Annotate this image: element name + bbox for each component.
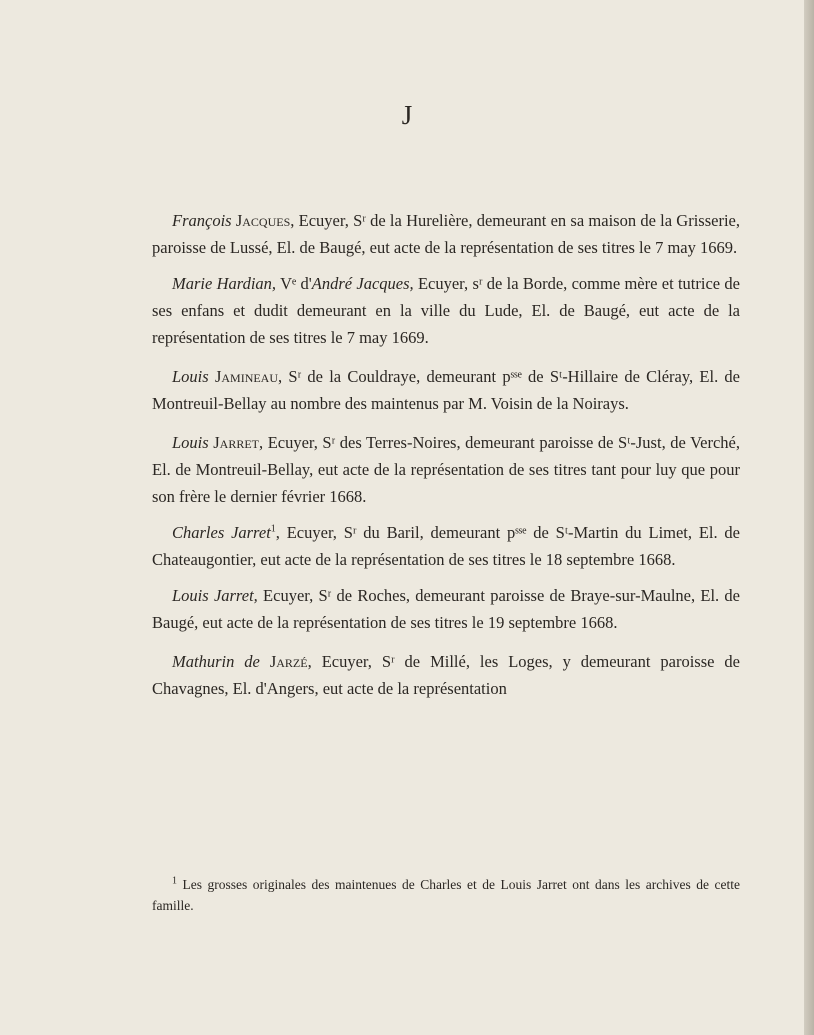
entry-jamineau-louis [152, 363, 740, 417]
entry-surname: Jarzé, [269, 652, 312, 671]
footnote [152, 874, 740, 916]
entry-name: Louis [172, 433, 209, 452]
entry-name: Marie Hardian, [172, 274, 277, 293]
entry-text: Sʳ de la Couldraye, demeurant pˢˢᵉ de Sᵗ-Hillaire de Cléray, El. de Montreuil-Bellay au nombre des maintenus par M. Voisin de la Noirays. [152, 367, 741, 413]
entry-surname: Jarret, [213, 433, 264, 452]
section-letter: J [401, 100, 413, 130]
entry-jacques-francois [152, 207, 740, 261]
entry-mid: Vᵉ d' [276, 274, 312, 293]
entry-name: Louis Jarret, [172, 586, 258, 605]
footnote-text: Les grosses originales des maintenues de Charles et de Louis Jarret ont dans les archives de cette famille. [152, 877, 740, 913]
entry-text: Ecuyer, Sʳ de Roches, demeurant paroisse de Braye-sur-Maulne, El. de Baugé, eut acte de la représentation de ses titres le 19 septembre 1668. [152, 586, 740, 632]
entry-text: Ecuyer, Sʳ de la Hurelière, demeurant en sa maison de la Grisserie, paroisse de Lussé, El. de Baugé, eut acte de la représentation de ses titres le 7 may 1669. [152, 211, 740, 257]
entry-name-2: André Jacques, [311, 274, 414, 293]
footnote-ref: 1 [270, 523, 276, 535]
entry-jarze-mathurin [152, 648, 740, 702]
entry-text: Ecuyer, Sʳ des Terres-Noires, demeurant paroisse de Sᵗ-Just, de Verché, El. de Montreuil-Bellay, eut acte de la représentation de ses titres tant pour luy que pour son frère le dernier février 1668. [152, 433, 740, 506]
entry-name: Louis [172, 367, 209, 386]
entry-jarret-louis-roches [152, 582, 740, 636]
entry-name: Mathurin de [172, 652, 260, 671]
entry-jarret-louis [152, 429, 740, 510]
entry-name: Charles Jarret [172, 523, 271, 542]
footnote-mark: 1 [172, 875, 177, 887]
entry-text: , Ecuyer, Sʳ du Baril, demeurant pˢˢᵉ de Sᵗ-Martin du Limet, El. de Chateaugontier, eut acte de la représentation de ses titres le 18 septembre 1668. [152, 523, 741, 569]
entry-text: Ecuyer, Sʳ de Millé, les Loges, y demeurant paroisse de Chavagnes, El. d'Angers, eut acte de la représentation [152, 652, 740, 698]
entry-jarret-charles [152, 519, 740, 573]
entry-name: François [172, 211, 232, 230]
entry-surname: Jacques, [235, 211, 295, 230]
page-edge [804, 0, 814, 1035]
entry-surname: Jamineau, [214, 367, 283, 386]
entry-hardian-marie [152, 270, 740, 351]
entries-body [152, 207, 740, 711]
entry-text: Ecuyer, sʳ de la Borde, comme mère et tutrice de ses enfans et dudit demeurant en la ville du Lude, El. de Baugé, eut acte de la représentation de ses titres le 7 may 1669. [152, 274, 740, 347]
